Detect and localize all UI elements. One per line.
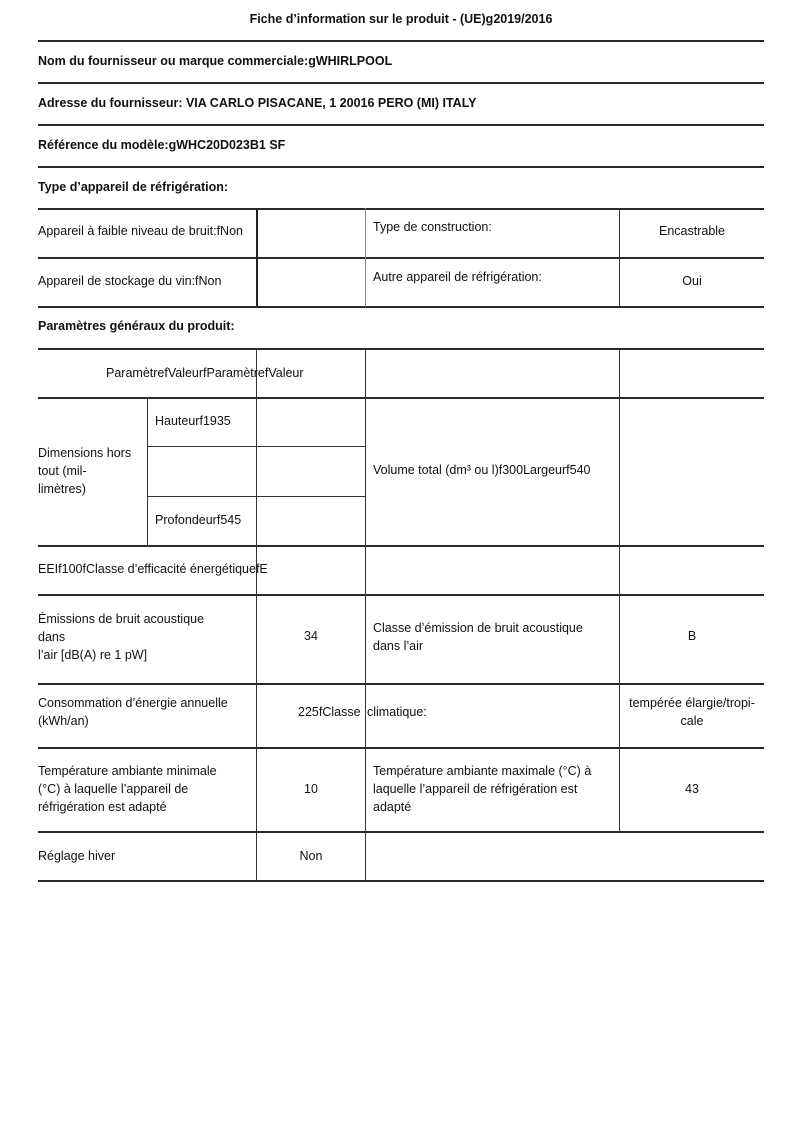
divider	[38, 124, 764, 126]
noise-class-label: Classe d’émission de bruit acoustique dans l’air	[373, 621, 583, 653]
params-table-header: ParamètrefValeurfParamètrefValeur	[106, 366, 304, 380]
climate-class-label: climatique:	[367, 705, 427, 719]
depth-value: Profondeurf545	[155, 513, 242, 527]
model-reference: Référence du modèle:gWHC20D023B1 SF	[38, 138, 286, 152]
other-refrigeration-label: Autre appareil de réfrigération:	[373, 270, 542, 284]
annual-energy-label: Consommation d’énergie annuelle (kWh/an)	[38, 696, 228, 728]
other-refrigeration-value: Oui	[682, 274, 702, 288]
general-params-heading: Paramètres généraux du produit:	[38, 319, 235, 333]
noise-class-value: B	[687, 629, 697, 643]
construction-type-value: Encastrable	[658, 224, 725, 238]
height-value: Hauteurf1935	[155, 414, 231, 428]
noise-emission-label: Émissions de bruit acoustique dans l’air [dB(A) re 1 pW]	[38, 612, 205, 662]
divider	[38, 166, 764, 168]
low-noise-appliance: Appareil à faible niveau de bruit:fNon	[38, 224, 243, 238]
min-temperature-value: 10	[304, 782, 318, 796]
noise-emission-value: 34	[304, 629, 318, 643]
supplier-name: Nom du fournisseur ou marque commerciale:gWHIRLPOOL	[38, 54, 393, 68]
min-temperature-label: Température ambiante minimale (°C) à laquelle l’appareil de réfrigération est adapté	[38, 764, 217, 814]
appliance-type-heading: Type d’appareil de réfrigération:	[38, 180, 229, 194]
eei-energy-class: EEIf100fClasse d’efficacité énergétiquefE	[38, 562, 268, 576]
document-title: Fiche d’information sur le produit - (UE)g2019/2016	[249, 12, 553, 26]
wine-storage-appliance: Appareil de stockage du vin:fNon	[38, 274, 222, 288]
winter-setting-value: Non	[299, 849, 323, 863]
winter-setting-label: Réglage hiver	[38, 849, 116, 863]
divider	[38, 82, 764, 84]
dimensions-label: Dimensions hors tout (mil- limètres)	[38, 446, 132, 496]
max-temperature-value: 43	[685, 782, 699, 796]
annual-energy-value: 225fClasse	[298, 705, 361, 719]
max-temperature-label: Température ambiante maximale (°C) à laquelle l’appareil de réfrigération est adapté	[373, 764, 592, 814]
supplier-address: Adresse du fournisseur: VIA CARLO PISACANE, 1 20016 PERO (MI) ITALY	[38, 96, 477, 110]
construction-type-label: Type de construction:	[373, 220, 492, 234]
total-volume-value: Volume total (dm³ ou l)f300Largeurf540	[373, 463, 591, 477]
climate-class-value: tempérée élargie/tropi- cale	[629, 696, 755, 728]
divider	[38, 40, 764, 42]
